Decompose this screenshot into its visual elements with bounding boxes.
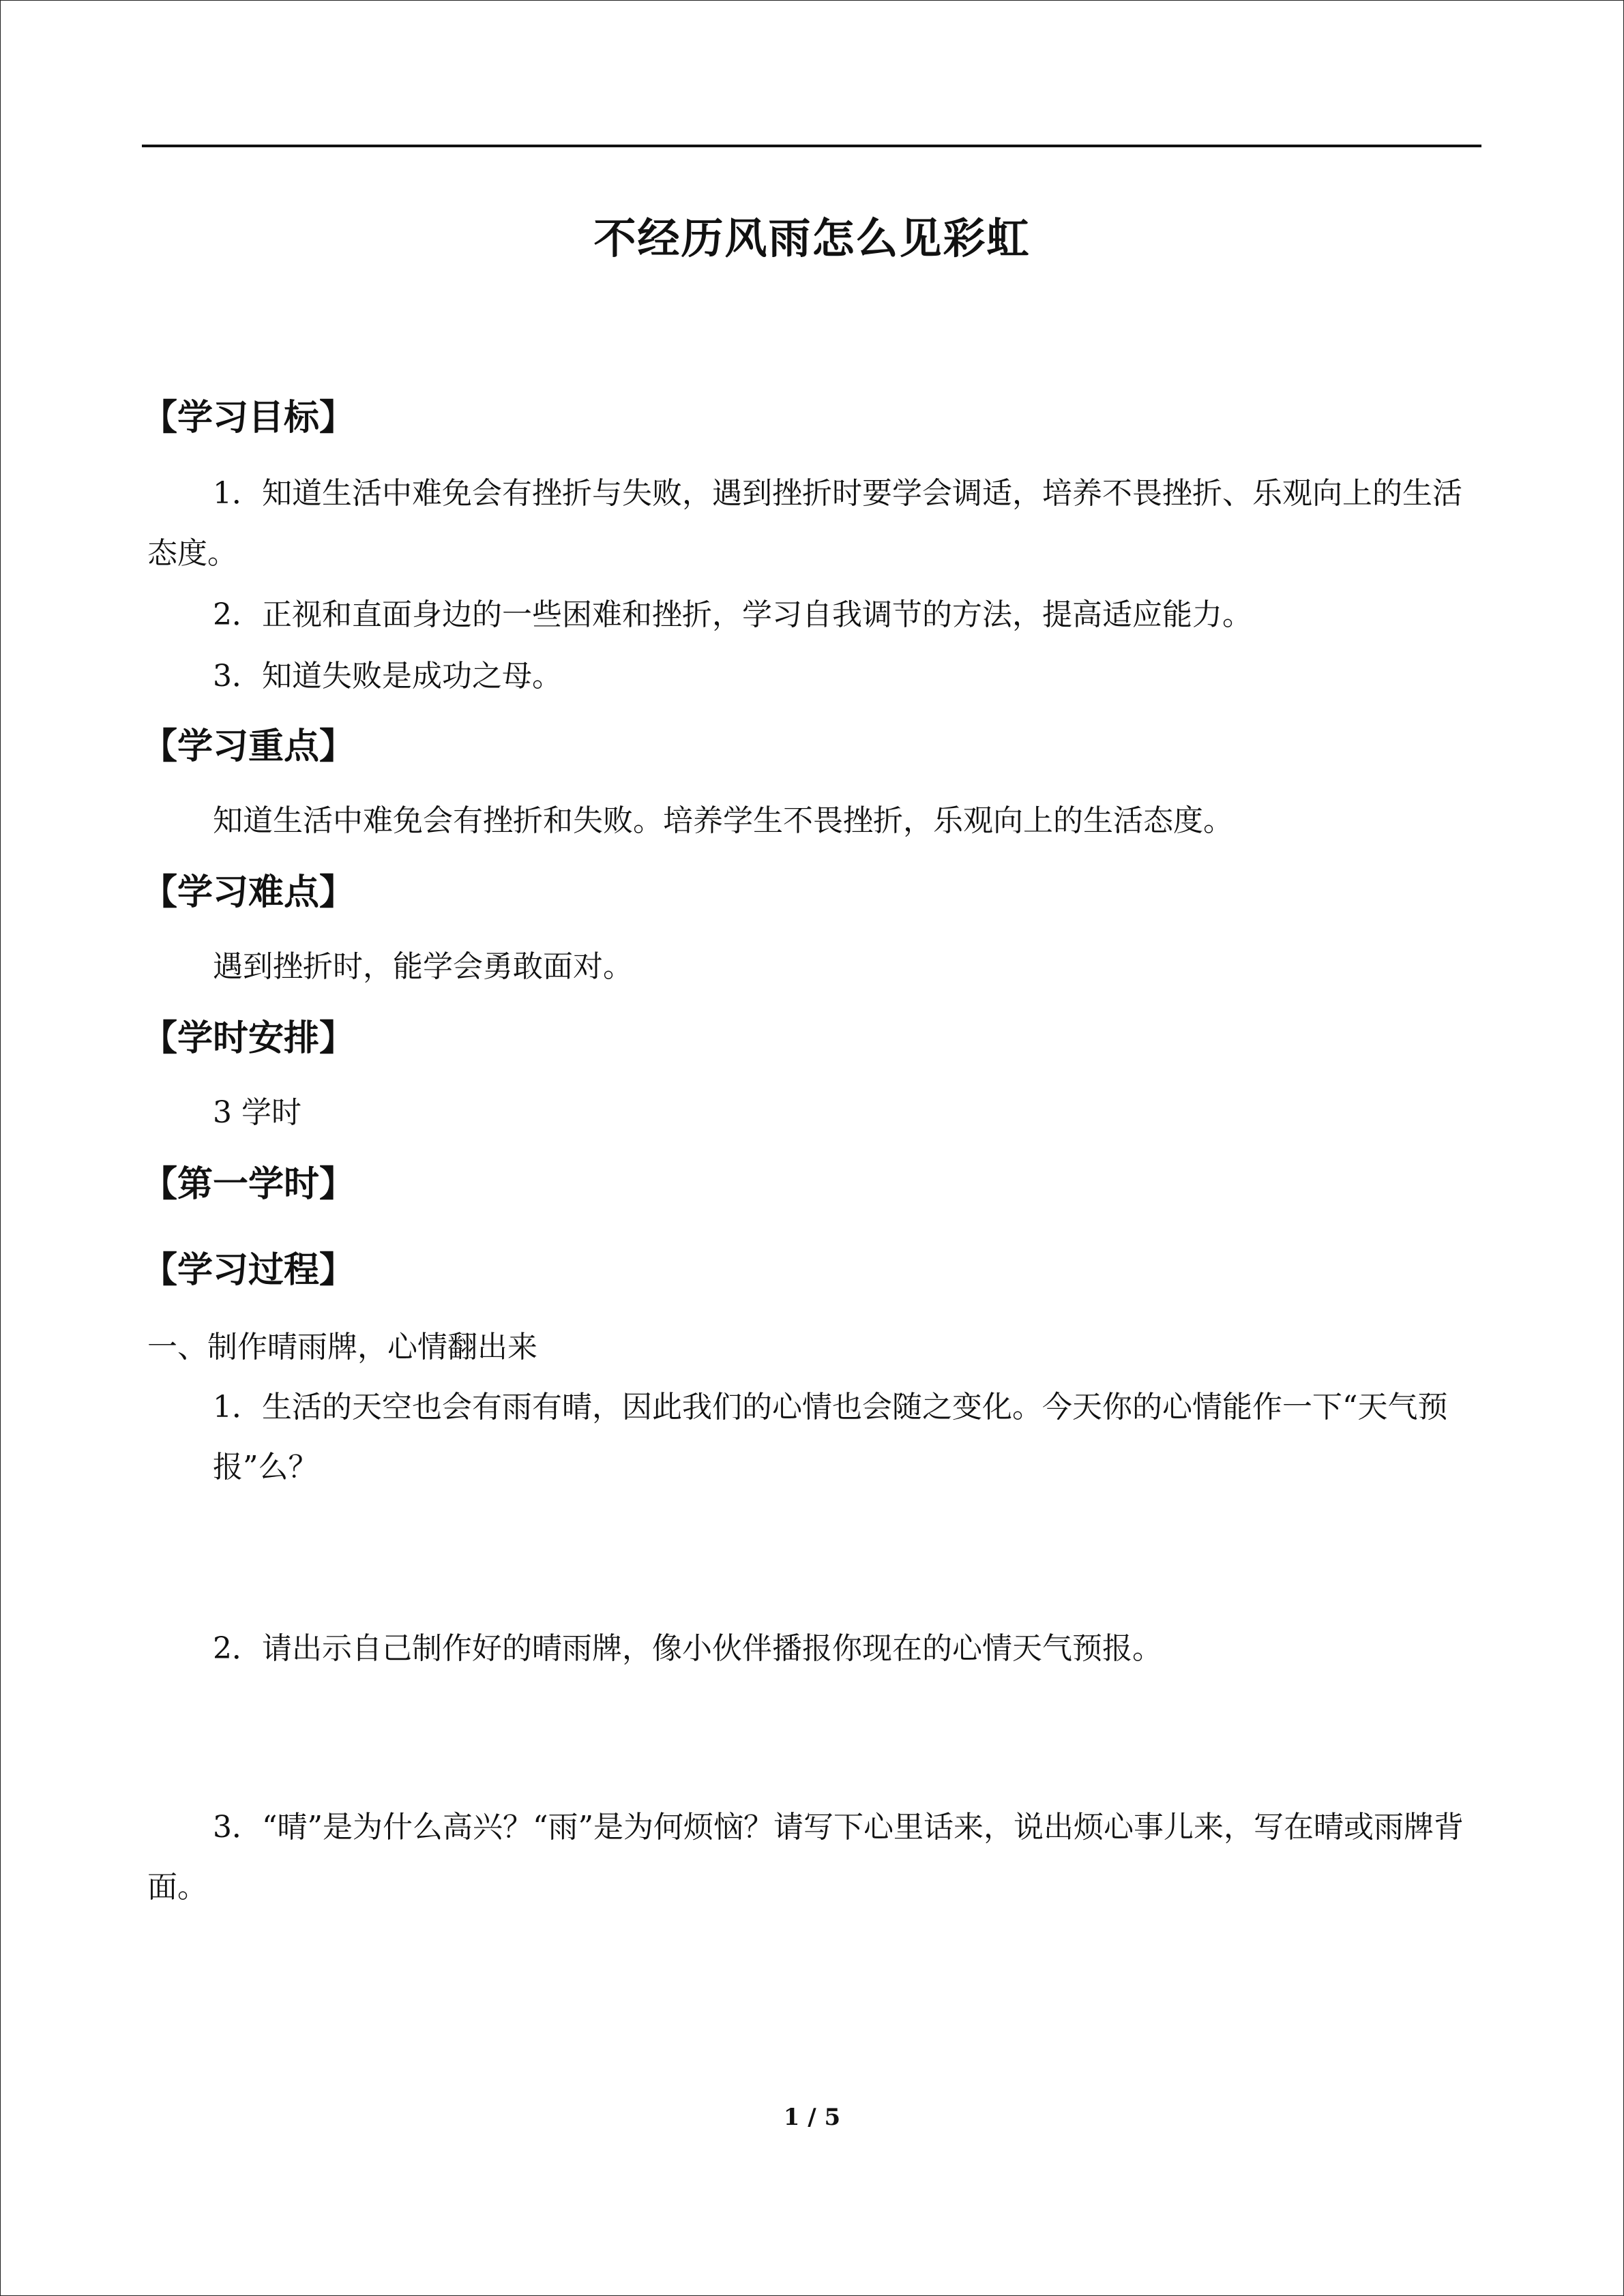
document-title: 不经历风雨怎么见彩虹 bbox=[593, 213, 1031, 263]
heading-goals: 【学习目标】 bbox=[142, 398, 355, 438]
goal-item-2: 2．正视和直面身边的一些困难和挫折，学习自我调节的方法，提高适应能力。 bbox=[213, 597, 1252, 632]
key-points-text: 知道生活中难免会有挫折和失败。培养学生不畏挫折，乐观向上的生活态度。 bbox=[213, 803, 1233, 838]
process-part1-title: 一、制作晴雨牌，心情翻出来 bbox=[147, 1330, 537, 1365]
process-item-1: 1．生活的天空也会有雨有晴，因此我们的心情也会随之变化。今天你的心情能作一下“天气预报”么？ bbox=[213, 1390, 1448, 1485]
page-number: 1 / 5 bbox=[783, 2104, 841, 2131]
schedule-text: 3 学时 bbox=[213, 1095, 301, 1130]
process-item-3: 3．“晴”是为什么高兴？“雨”是为何烦恼？请写下心里话来，说出烦心事儿来，写在晴或雨牌背面。 bbox=[147, 1810, 1464, 1905]
heading-key-points: 【学习重点】 bbox=[142, 726, 355, 767]
process-item-2: 2．请出示自己制作好的晴雨牌，像小伙伴播报你现在的心情天气预报。 bbox=[213, 1631, 1162, 1666]
goal-item-1: 1．知道生活中难免会有挫折与失败，遇到挫折时要学会调适，培养不畏挫折、乐观向上的生活态度。 bbox=[147, 476, 1462, 571]
header-rule bbox=[142, 145, 1481, 147]
heading-first-period: 【第一学时】 bbox=[142, 1164, 355, 1205]
heading-difficulties: 【学习难点】 bbox=[142, 872, 355, 913]
heading-process: 【学习过程】 bbox=[142, 1250, 355, 1291]
heading-schedule: 【学时安排】 bbox=[142, 1018, 355, 1059]
difficulties-text: 遇到挫折时，能学会勇敢面对。 bbox=[213, 949, 633, 984]
goal-item-3: 3．知道失败是成功之母。 bbox=[213, 659, 562, 694]
